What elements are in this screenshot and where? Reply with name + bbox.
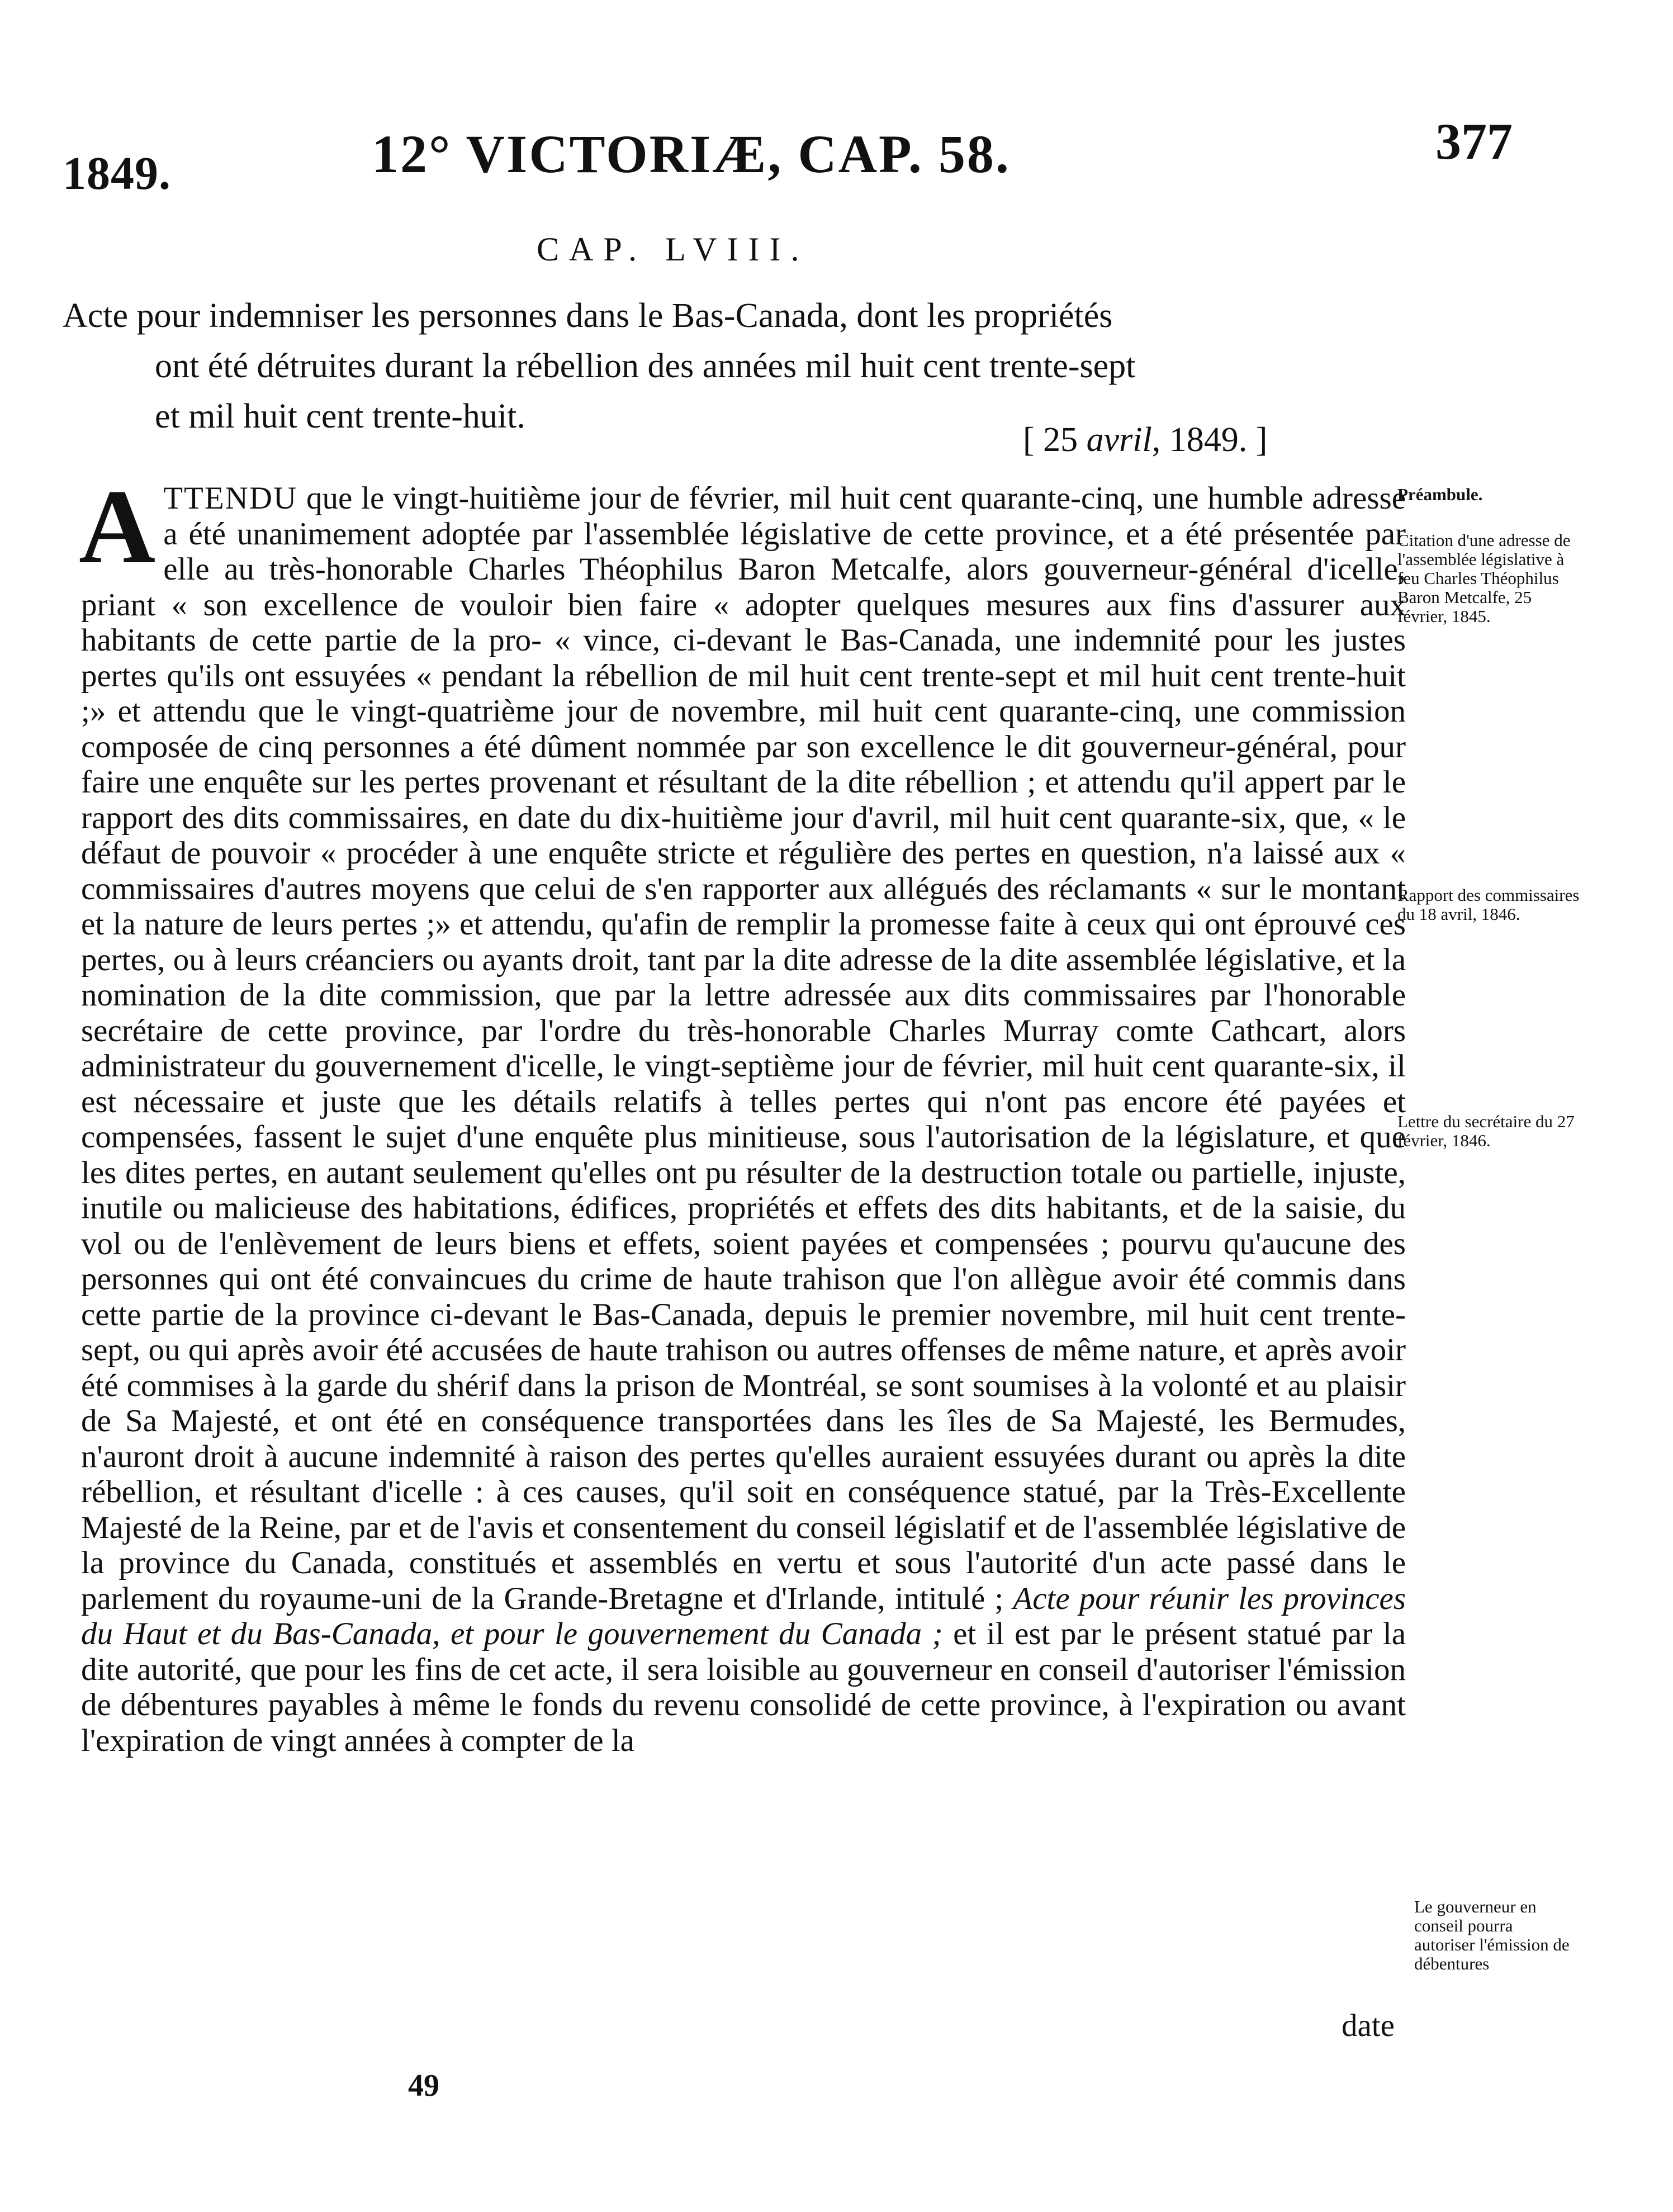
header-year: 1849. [63, 148, 171, 200]
catchword: date [1342, 2008, 1395, 2043]
chapter-heading: CAP. LVIII. [537, 231, 809, 268]
margin-note-debentures: Le gouverneur en conseil pourra autoriser l'émission de débentures [1414, 1897, 1570, 1973]
preamble-body [79, 468, 1406, 1758]
body-text-part-2: et il est par le présent statué par la dite autorité, que pour les fins de cet acte, il sera loisible au gouverneur en conseil d'autoriser l'émission de débentures payables à même le fonds du revenu consolidé de cette province, à l'expiration ou avant l'expiration de vingt années à compter de la [81, 1616, 1406, 1758]
header-title: 12° VICTORIÆ, CAP. 58. [372, 124, 1011, 184]
lead-word: TTENDU [163, 481, 298, 516]
assent-date-open: [ 25 [1023, 421, 1087, 459]
assent-date-close: , 1849. ] [1151, 421, 1268, 459]
act-title-line-1: Acte pour indemniser les personnes dans le Bas-Canada, dont les propriétés [63, 297, 1113, 335]
act-title [63, 291, 1382, 442]
assent-date [1023, 420, 1267, 460]
signature-mark: 49 [408, 2068, 439, 2103]
margin-note-preamble: Préambule. [1397, 485, 1483, 504]
margin-note-report: Rapport des commissaires du 18 avril, 1846. [1397, 885, 1580, 924]
body-text-part-1: que le vingt-huitième jour de février, mil huit cent quarante-cinq, une humble adresse a été unanimement adoptée par l'assemblée législative de cette province, et a été présentée par elle au très-honorable Charles Théophilus Baron Metcalfe, alors gouverneur-général d'icelle, priant « son excellence de vouloir bien faire « adopter quelques mesures aux fins d'assurer aux habitants de cette partie de la pro- « vince, ci-devant le Bas-Canada, une indemnité pour les justes pertes qu'ils ont essuyées « pendant la rébellion de mil huit cent trente-sept et mil huit cent trente-huit ;» et attendu que le vingt-quatrième jour de novembre, mil huit cent quarante-cinq, une commission composée de cinq personnes a été dûment nommée par son excellence le dit gouverneur-général, pour faire une enquête sur les pertes provenant et résultant de la dite rébellion ; et attendu qu'il appert par le rapport des dits commissaires, en date du dix-huitième jour d'avril, mil huit cent quarante-six, que, « le défaut de pouvoir « procéder à une enquête stricte et régulière des pertes en question, n'a laissé aux « commissaires d'autres moyens que celui de s'en rapporter aux allégués des réclamants « sur le montant et la nature de leurs pertes ;» et attendu, qu'afin de remplir la promesse faite à ceux qui ont éprouvé ces pertes, ou à leurs créanciers ou ayants droit, tant par la dite adresse de la dite assemblée législative, et la nomination de la dite commission, que par la lettre adressée aux dits commissaires par l'honorable secrétaire de cette province, par l'ordre du très-honorable Charles Murray comte Cathcart, alors administrateur du gouvernement d'icelle, le vingt-septième jour de février, mil huit cent quarante-six, il est nécessaire et juste que les détails relatifs à telles pertes qui n'ont pas encore été payées et compensées, fassent le sujet d'une enquête plus minitieuse, sous l'autorisation de la législature, et que les dites pertes, en autant seulement qu'elles ont pu résulter de la destruction totale ou partielle, injuste, inutile ou malicieuse des habitations, édifices, propriétés et effets des dits habitants, et de la saisie, du vol ou de l'enlèvement de leurs biens et effets, soient payées et compensées ; pourvu qu'aucune des personnes qui ont été convaincues du crime de haute trahison que l'on allègue avoir été commis dans cette partie de la province ci-devant le Bas-Canada, depuis le premier novembre, mil huit cent trente-sept, ou qui après avoir été accusées de haute trahison ou autres offenses de même nature, et après avoir été commises à la garde du shérif dans la prison de Montréal, se sont soumises à la volonté et au plaisir de Sa Majesté, et ont été en conséquence transportées dans les îles de Sa Majesté, les Bermudes, n'auront droit à aucune indemnité à raison des pertes qu'elles auraient essuyées durant ou après la dite rébellion, et résultant d'icelle : à ces causes, qu'il soit en conséquence statué, par la Très-Excellente Majesté de la Reine, par et de l'avis et consentement du conseil législatif et de l'assemblée législative de la province du Canada, constitués et assemblés en vertu et sous l'autorité d'un acte passé dans le parlement du royaume-uni de la Grande-Bretagne et d'Irlande, intitulé ; [81, 481, 1406, 1616]
page-number: 377 [1435, 113, 1513, 170]
drop-cap: A [79, 468, 156, 586]
cited-act-title: Acte pour réunir les provinces du Haut et du Bas-Canada, et pour le gouvernement du Canada ; [81, 1580, 1406, 1651]
margin-note-letter: Lettre du secrétaire du 27 février, 1846. [1397, 1112, 1575, 1150]
act-title-line-3: et mil huit cent trente-huit. [155, 397, 525, 435]
margin-note-address: Citation d'une adresse de l'assemblée législative à feu Charles Théophilus Baron Metcalfe, 25 février, 1845. [1397, 530, 1571, 626]
assent-date-month: avril [1086, 421, 1152, 459]
act-title-line-2: ont été détruites durant la rébellion des années mil huit cent trente-sept [155, 347, 1136, 385]
